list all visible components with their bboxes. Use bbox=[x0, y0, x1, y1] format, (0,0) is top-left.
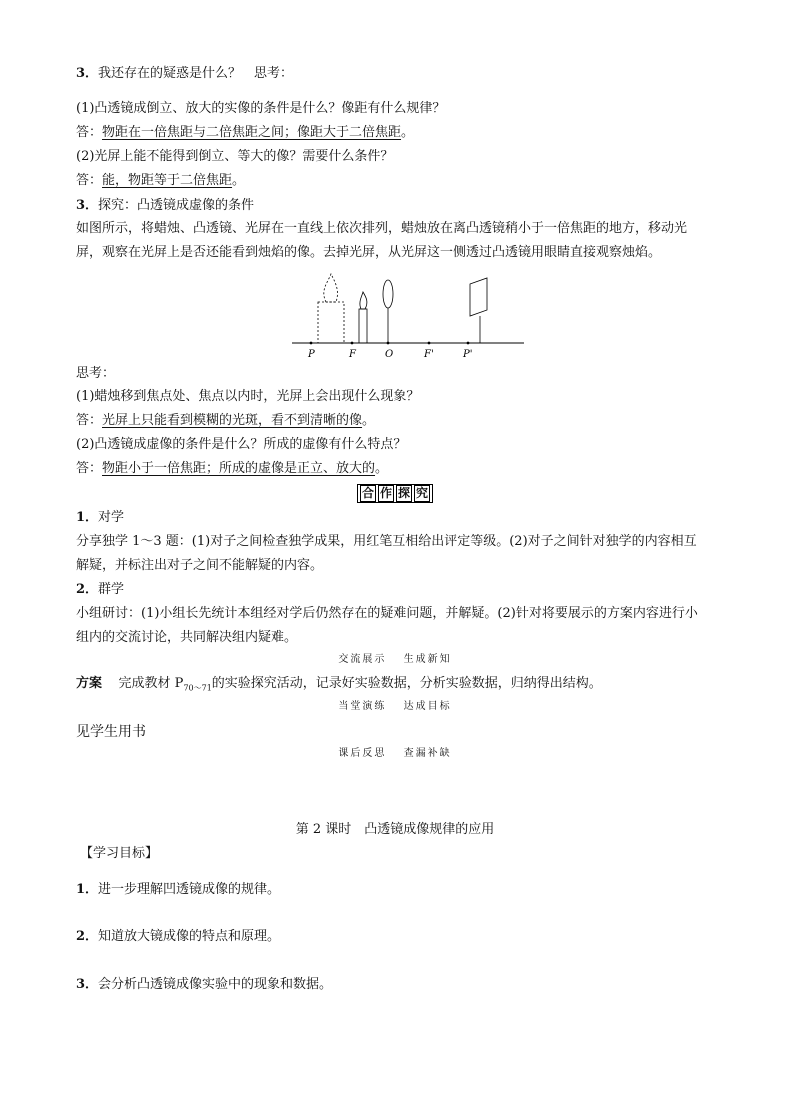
goal-1 bbox=[76, 880, 280, 900]
exchange-display-heading: 交流展示 生成新知 bbox=[338, 654, 452, 665]
experiment-paragraph-line-1: 如图所示，将蜡烛、凸透镜、光屏在一直线上依次排列，蜡烛放在离凸透镜稍小于一倍焦距的地方，移动光 bbox=[76, 221, 688, 236]
answer-prefix: 答： bbox=[76, 173, 103, 188]
section-text: 群学 bbox=[98, 582, 125, 597]
explore-heading bbox=[76, 196, 254, 216]
plan-text-b: 的实验探究活动，记录好实验数据，分析实验数据，归纳得出结构。 bbox=[211, 676, 602, 691]
goal-number: 1． bbox=[76, 882, 99, 897]
group-study-line-1: 小组研讨：(1)小组长先统计本组经对学后仍然存在的疑难问题，并解疑。(2)针对将要展示的方案内容进行小 bbox=[76, 606, 698, 621]
plan-line bbox=[76, 674, 602, 699]
answer-suffix: 。 bbox=[375, 461, 389, 476]
answer-prefix: 答： bbox=[76, 125, 103, 140]
answer-text: 光屏上只能看到模糊的光斑，看不到清晰的像 bbox=[102, 413, 363, 428]
section-number: 1． bbox=[76, 510, 99, 525]
cooperative-banner bbox=[0, 484, 790, 504]
learning-goals-heading: 【学习目标】 bbox=[80, 846, 159, 861]
virtual-candle-image bbox=[318, 274, 344, 343]
goal-3 bbox=[76, 975, 332, 995]
section-number: 3． bbox=[76, 198, 99, 213]
lens-experiment-diagram bbox=[290, 272, 526, 362]
banner-char: 究 bbox=[416, 486, 429, 500]
pair-study-line-1: 分享独学 1～3 题：(1)对子之间检查独学成果，用红笔互相给出评定等级。(2)对子之间针对独学的内容相互 bbox=[76, 534, 697, 549]
point-label-p-prime: P' bbox=[463, 349, 473, 360]
question-1: (1)凸透镜成倒立、放大的实像的条件是什么？像距有什么规律？ bbox=[76, 101, 446, 116]
goal-text: 知道放大镜成像的特点和原理。 bbox=[98, 929, 281, 944]
banner-char: 探 bbox=[398, 486, 411, 500]
goal-number: 3． bbox=[76, 977, 99, 992]
answer-2 bbox=[76, 171, 245, 191]
plan-label: 方案 bbox=[76, 676, 103, 691]
lesson-title: 第 2 课时 凸透镜成像规律的应用 bbox=[295, 822, 495, 837]
think-label: 思考： bbox=[76, 366, 116, 381]
light-screen-icon bbox=[470, 278, 487, 343]
see-student-book: 见学生用书 bbox=[76, 724, 146, 740]
experiment-paragraph-line-2: 屏，观察在光屏上是否还能看到烛焰的像。去掉光屏，从光屏这一侧透过凸透镜用眼睛直接观察烛焰。 bbox=[76, 245, 662, 260]
pair-study-heading bbox=[76, 508, 124, 528]
answer-text: 物距小于一倍焦距；所成的虚像是正立、放大的 bbox=[102, 461, 376, 476]
answer-3 bbox=[76, 411, 375, 431]
group-study-line-2: 组内的交流讨论，共同解决组内疑难。 bbox=[76, 630, 298, 645]
section-3-heading bbox=[76, 64, 293, 84]
pair-study-line-2: 解疑，并标注出对子之间不能解疑的内容。 bbox=[76, 558, 324, 573]
point-label-f-prime: F' bbox=[424, 349, 434, 360]
answer-prefix: 答： bbox=[76, 413, 103, 428]
section-number: 3． bbox=[76, 66, 99, 81]
answer-4 bbox=[76, 459, 388, 479]
group-study-heading bbox=[76, 580, 124, 600]
question-2: (2)光屏上能不能得到倒立、等大的像？需要什么条件？ bbox=[76, 149, 394, 164]
reflection-heading: 课后反思 查漏补缺 bbox=[338, 748, 452, 759]
goal-text: 进一步理解凹透镜成像的规律。 bbox=[98, 882, 281, 897]
point-label-o: O bbox=[385, 349, 394, 360]
question-4: (2)凸透镜成虚像的条件是什么？所成的虚像有什么特点？ bbox=[76, 437, 407, 452]
goal-number: 2． bbox=[76, 929, 99, 944]
section-number: 2． bbox=[76, 582, 99, 597]
section-text: 对学 bbox=[98, 510, 125, 525]
answer-suffix: 。 bbox=[401, 125, 415, 140]
answer-text: 能，物距等于二倍焦距 bbox=[102, 173, 233, 188]
banner-box bbox=[357, 484, 433, 503]
point-label-f: F bbox=[349, 349, 356, 360]
answer-suffix: 。 bbox=[362, 413, 376, 428]
answer-1 bbox=[76, 123, 414, 143]
section-text: 我还存在的疑惑是什么？ 思考： bbox=[98, 66, 294, 81]
plan-page-range: 70～71 bbox=[183, 683, 212, 693]
practice-heading: 当堂演练 达成目标 bbox=[338, 701, 452, 712]
answer-suffix: 。 bbox=[232, 173, 246, 188]
banner-char: 合 bbox=[361, 486, 374, 500]
candle-icon bbox=[359, 292, 367, 343]
point-label-p: P bbox=[308, 349, 315, 360]
goal-2 bbox=[76, 927, 280, 947]
goal-text: 会分析凸透镜成像实验中的现象和数据。 bbox=[98, 977, 333, 992]
plan-text-a: 完成教材 P bbox=[118, 676, 184, 691]
banner-char: 作 bbox=[379, 486, 392, 500]
section-text: 探究：凸透镜成虚像的条件 bbox=[98, 198, 255, 213]
answer-text: 物距在一倍焦距与二倍焦距之间；像距大于二倍焦距 bbox=[102, 125, 402, 140]
convex-lens-icon bbox=[383, 280, 393, 343]
answer-prefix: 答： bbox=[76, 461, 103, 476]
question-3: (1)蜡烛移到焦点处、焦点以内时，光屏上会出现什么现象？ bbox=[76, 389, 420, 404]
